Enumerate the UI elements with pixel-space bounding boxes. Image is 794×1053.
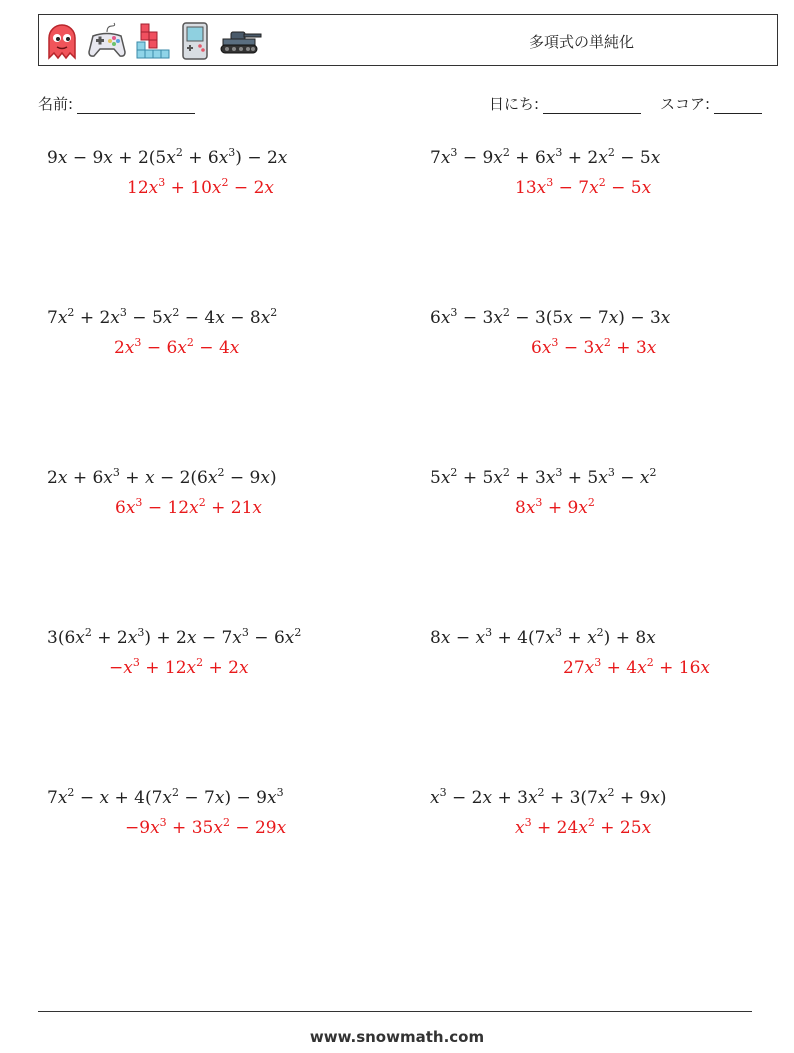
date-blank bbox=[543, 99, 641, 114]
problem-expression: $x^3 - 2x + 3x^2 + 3(7x^2 + 9x)$ bbox=[430, 786, 667, 808]
ghost-icon bbox=[45, 22, 79, 60]
problem-4 bbox=[430, 306, 671, 358]
problem-answer: $x^3 + 24x^2 + 25x$ bbox=[515, 816, 652, 838]
footer-divider bbox=[38, 1011, 752, 1012]
worksheet-title: 多項式の単純化 bbox=[529, 33, 635, 51]
score-field bbox=[660, 93, 762, 114]
problem-expression: $7x^3 - 9x^2 + 6x^3 + 2x^2 - 5x$ bbox=[430, 146, 661, 168]
problem-answer: $2x^3 - 6x^2 - 4x$ bbox=[114, 336, 240, 358]
problem-2 bbox=[430, 146, 661, 198]
score-label: スコア: bbox=[660, 95, 711, 113]
name-field bbox=[38, 93, 195, 114]
score-blank bbox=[714, 99, 762, 114]
problem-1 bbox=[47, 146, 288, 198]
problem-expression: $3(6x^2 + 2x^3) + 2x - 7x^3 - 6x^2$ bbox=[47, 626, 302, 648]
icon-strip bbox=[45, 21, 263, 61]
problem-answer: $6x^3 - 3x^2 + 3x$ bbox=[531, 336, 657, 358]
problem-3 bbox=[47, 306, 278, 358]
problem-answer: $-x^3 + 12x^2 + 2x$ bbox=[109, 656, 249, 678]
problem-8 bbox=[430, 626, 710, 678]
name-label: 名前: bbox=[38, 95, 74, 113]
problem-9 bbox=[47, 786, 287, 838]
problem-expression: $6x^3 - 3x^2 - 3(5x - 7x) - 3x$ bbox=[430, 306, 671, 328]
problem-expression: $5x^2 + 5x^2 + 3x^3 + 5x^3 - x^2$ bbox=[430, 466, 657, 488]
problem-expression: $7x^2 + 2x^3 - 5x^2 - 4x - 8x^2$ bbox=[47, 306, 278, 328]
problem-5 bbox=[47, 466, 277, 518]
gamepad-icon bbox=[88, 22, 126, 60]
problem-7 bbox=[47, 626, 302, 678]
date-field bbox=[489, 93, 641, 114]
problem-answer: $8x^3 + 9x^2$ bbox=[515, 496, 595, 518]
problem-6 bbox=[430, 466, 657, 518]
tetris-blocks-icon bbox=[135, 22, 171, 60]
problem-expression: $2x + 6x^3 + x - 2(6x^2 - 9x)$ bbox=[47, 466, 277, 488]
problem-expression: $8x - x^3 + 4(7x^3 + x^2) + 8x$ bbox=[430, 626, 656, 648]
problem-answer: $13x^3 - 7x^2 - 5x$ bbox=[515, 176, 652, 198]
problem-answer: $12x^3 + 10x^2 - 2x$ bbox=[127, 176, 274, 198]
problem-answer: $27x^3 + 4x^2 + 16x$ bbox=[563, 656, 710, 678]
name-blank bbox=[77, 99, 195, 114]
handheld-console-icon bbox=[180, 22, 210, 60]
footer-url: www.snowmath.com bbox=[309, 1028, 485, 1046]
worksheet-header bbox=[38, 14, 778, 66]
problem-10 bbox=[430, 786, 667, 838]
problem-answer: $-9x^3 + 35x^2 - 29x$ bbox=[125, 816, 287, 838]
problem-expression: $7x^2 - x + 4(7x^2 - 7x) - 9x^3$ bbox=[47, 786, 284, 808]
problem-expression: $9x - 9x + 2(5x^2 + 6x^3) - 2x$ bbox=[47, 146, 288, 168]
tank-icon bbox=[219, 22, 263, 60]
date-label: 日にち: bbox=[489, 95, 540, 113]
problem-answer: $6x^3 - 12x^2 + 21x$ bbox=[115, 496, 262, 518]
